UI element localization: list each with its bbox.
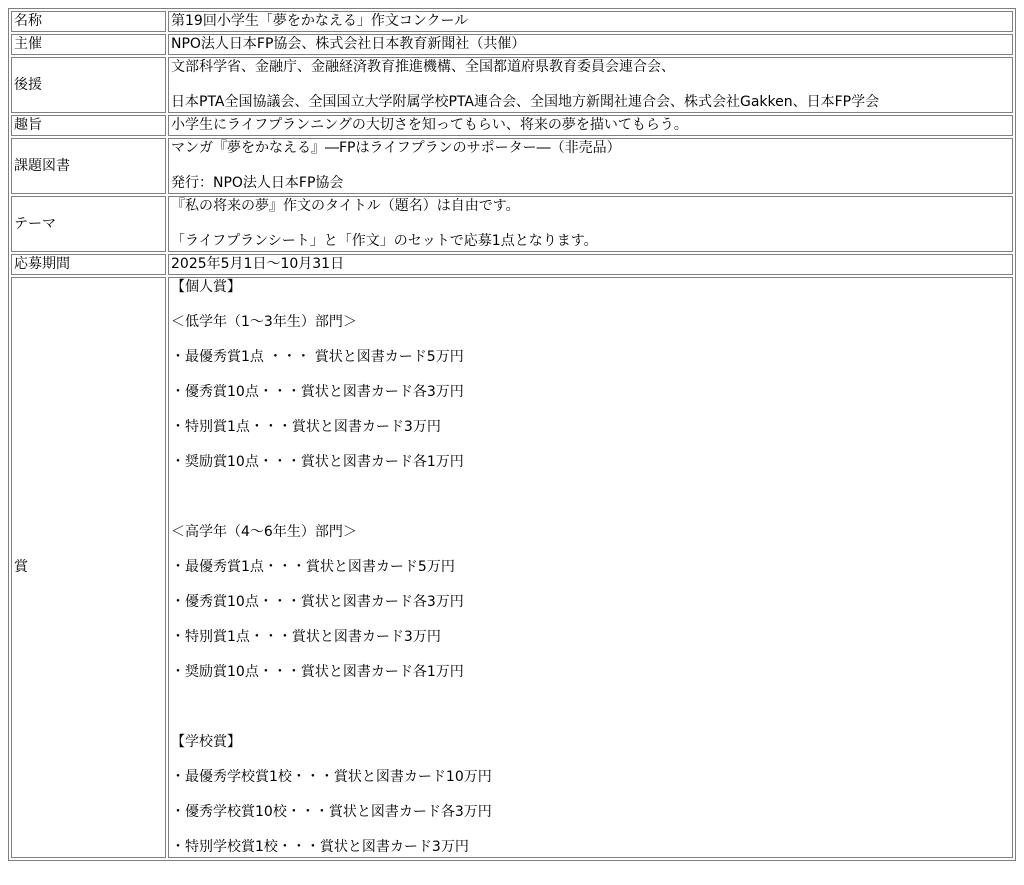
prize-line: 【個人賞】 bbox=[171, 279, 241, 295]
row-application-period bbox=[11, 254, 1013, 275]
row-supporters bbox=[11, 57, 1013, 113]
prize-line: ・奨励賞10点・・・賞状と図書カード各1万円 bbox=[171, 664, 464, 680]
prize-line: ・奨励賞10点・・・賞状と図書カード各1万円 bbox=[171, 454, 464, 470]
row-value bbox=[168, 115, 1013, 136]
row-label: 課題図書 bbox=[11, 138, 166, 194]
row-value bbox=[168, 11, 1013, 32]
spacer bbox=[171, 488, 1010, 507]
value-line: 「ライフプランシート」と「作文」のセットで応募1点となります。 bbox=[171, 233, 598, 249]
value-line: 2025年5月1日～10月31日 bbox=[171, 256, 345, 272]
row-label: 趣旨 bbox=[11, 115, 166, 136]
prize-line: ・特別学校賞1校・・・賞状と図書カード3万円 bbox=[171, 839, 469, 855]
prize-line: ・最優秀学校賞1校・・・賞状と図書カード10万円 bbox=[171, 769, 492, 785]
contest-info-table bbox=[8, 8, 1016, 861]
value-line: 『私の将来の夢』作文のタイトル（題名）は自由です。 bbox=[171, 198, 520, 214]
value-line: 第19回小学生「夢をかなえる」作文コンクール bbox=[171, 13, 469, 29]
row-label: 主催 bbox=[11, 34, 166, 55]
row-purpose bbox=[11, 115, 1013, 136]
row-theme bbox=[11, 196, 1013, 252]
row-label: テーマ bbox=[11, 196, 166, 252]
value-line: 日本PTA全国協議会、全国国立大学附属学校PTA連合会、全国地方新聞社連合会、株式会社Gakken、日本FP学会 bbox=[171, 94, 880, 110]
prize-line: ・最優秀賞1点 ・・・ 賞状と図書カード5万円 bbox=[171, 349, 464, 365]
spacer bbox=[171, 698, 1010, 717]
prize-line: ・優秀賞10点・・・賞状と図書カード各3万円 bbox=[171, 384, 464, 400]
row-assigned-book bbox=[11, 138, 1013, 194]
row-value bbox=[168, 57, 1013, 113]
row-value bbox=[168, 138, 1013, 194]
contest-info-body bbox=[11, 11, 1013, 858]
prize-line: ・優秀学校賞10校・・・賞状と図書カード各3万円 bbox=[171, 804, 492, 820]
row-value bbox=[168, 254, 1013, 275]
prize-line: 【学校賞】 bbox=[171, 734, 241, 750]
prize-line: ・最優秀賞1点・・・賞状と図書カード5万円 bbox=[171, 559, 455, 575]
prize-line: ・優秀賞10点・・・賞状と図書カード各3万円 bbox=[171, 594, 464, 610]
row-value bbox=[168, 277, 1013, 858]
prize-line: ＜低学年（1～3年生）部門＞ bbox=[171, 314, 357, 330]
prize-line: ・特別賞1点・・・賞状と図書カード3万円 bbox=[171, 419, 441, 435]
row-label: 賞 bbox=[11, 277, 166, 858]
row-prizes bbox=[11, 277, 1013, 858]
row-organizer bbox=[11, 34, 1013, 55]
row-label: 応募期間 bbox=[11, 254, 166, 275]
row-label: 後援 bbox=[11, 57, 166, 113]
prize-line: ・特別賞1点・・・賞状と図書カード3万円 bbox=[171, 629, 441, 645]
prize-line: ＜高学年（4～6年生）部門＞ bbox=[171, 524, 357, 540]
row-label: 名称 bbox=[11, 11, 166, 32]
value-line: NPO法人日本FP協会、株式会社日本教育新聞社（共催） bbox=[171, 36, 526, 52]
value-line: 小学生にライフプランニングの大切さを知ってもらい、将来の夢を描いてもらう。 bbox=[171, 117, 688, 133]
row-name bbox=[11, 11, 1013, 32]
value-line: 文部科学省、金融庁、金融経済教育推進機構、全国都道府県教育委員会連合会、 bbox=[171, 59, 675, 75]
row-value bbox=[168, 196, 1013, 252]
row-value bbox=[168, 34, 1013, 55]
value-line: 発行：NPO法人日本FP協会 bbox=[171, 175, 344, 191]
value-line: マンガ『夢をかなえる』―FPはライフプランのサポーター―（非売品） bbox=[171, 140, 621, 156]
